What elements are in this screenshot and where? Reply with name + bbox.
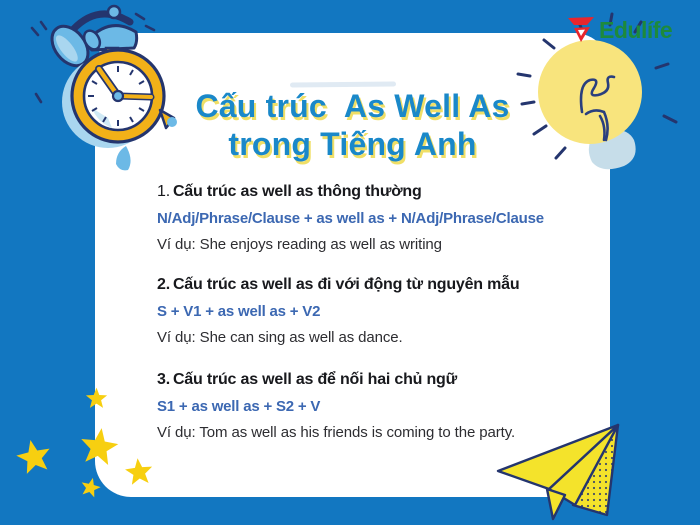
title-line-1: Cấu trúc As Well As	[195, 88, 510, 124]
example-text: Ví dụ: She can sing as well as dance.	[157, 329, 403, 346]
star-icon	[79, 476, 102, 499]
underline-accent	[290, 82, 396, 88]
logo-text: Edulífe	[599, 16, 673, 43]
formula-text: S1 + as well as + S2 + V	[157, 398, 321, 415]
section-heading	[157, 371, 597, 389]
section-heading-text: Cấu trúc as well as để nối hai chủ ngữ	[172, 371, 458, 388]
section-2	[157, 276, 597, 346]
section-number: 2.	[157, 276, 170, 293]
section-heading	[157, 276, 597, 294]
star-icon	[77, 425, 121, 469]
title-line-2: trong Tiếng Anh	[228, 125, 477, 162]
example-text: Ví dụ: Tom as well as his friends is coming to the party.	[157, 424, 516, 441]
paper-plane-icon	[495, 395, 700, 525]
example-text: Ví dụ: She enjoys reading as well as writing	[157, 236, 442, 253]
star-icon	[14, 437, 54, 477]
section-heading-text: Cấu trúc as well as thông thường	[172, 183, 422, 200]
section-1	[157, 183, 597, 253]
star-icon	[123, 456, 155, 488]
formula-text: S + V1 + as well as + V2	[157, 303, 321, 320]
star-icon	[84, 386, 109, 411]
edulife-logo	[566, 15, 672, 45]
section-heading-text: Cấu trúc as well as đi với động từ nguyên mẫu	[172, 276, 520, 293]
section-number: 3.	[157, 371, 170, 388]
section-number: 1.	[157, 183, 170, 200]
alarm-clock-icon	[8, 0, 198, 183]
logo-mark-icon	[566, 15, 596, 45]
formula-text: N/Adj/Phrase/Clause + as well as + N/Adj/Phrase/Clause	[157, 210, 544, 227]
section-heading	[157, 183, 597, 201]
